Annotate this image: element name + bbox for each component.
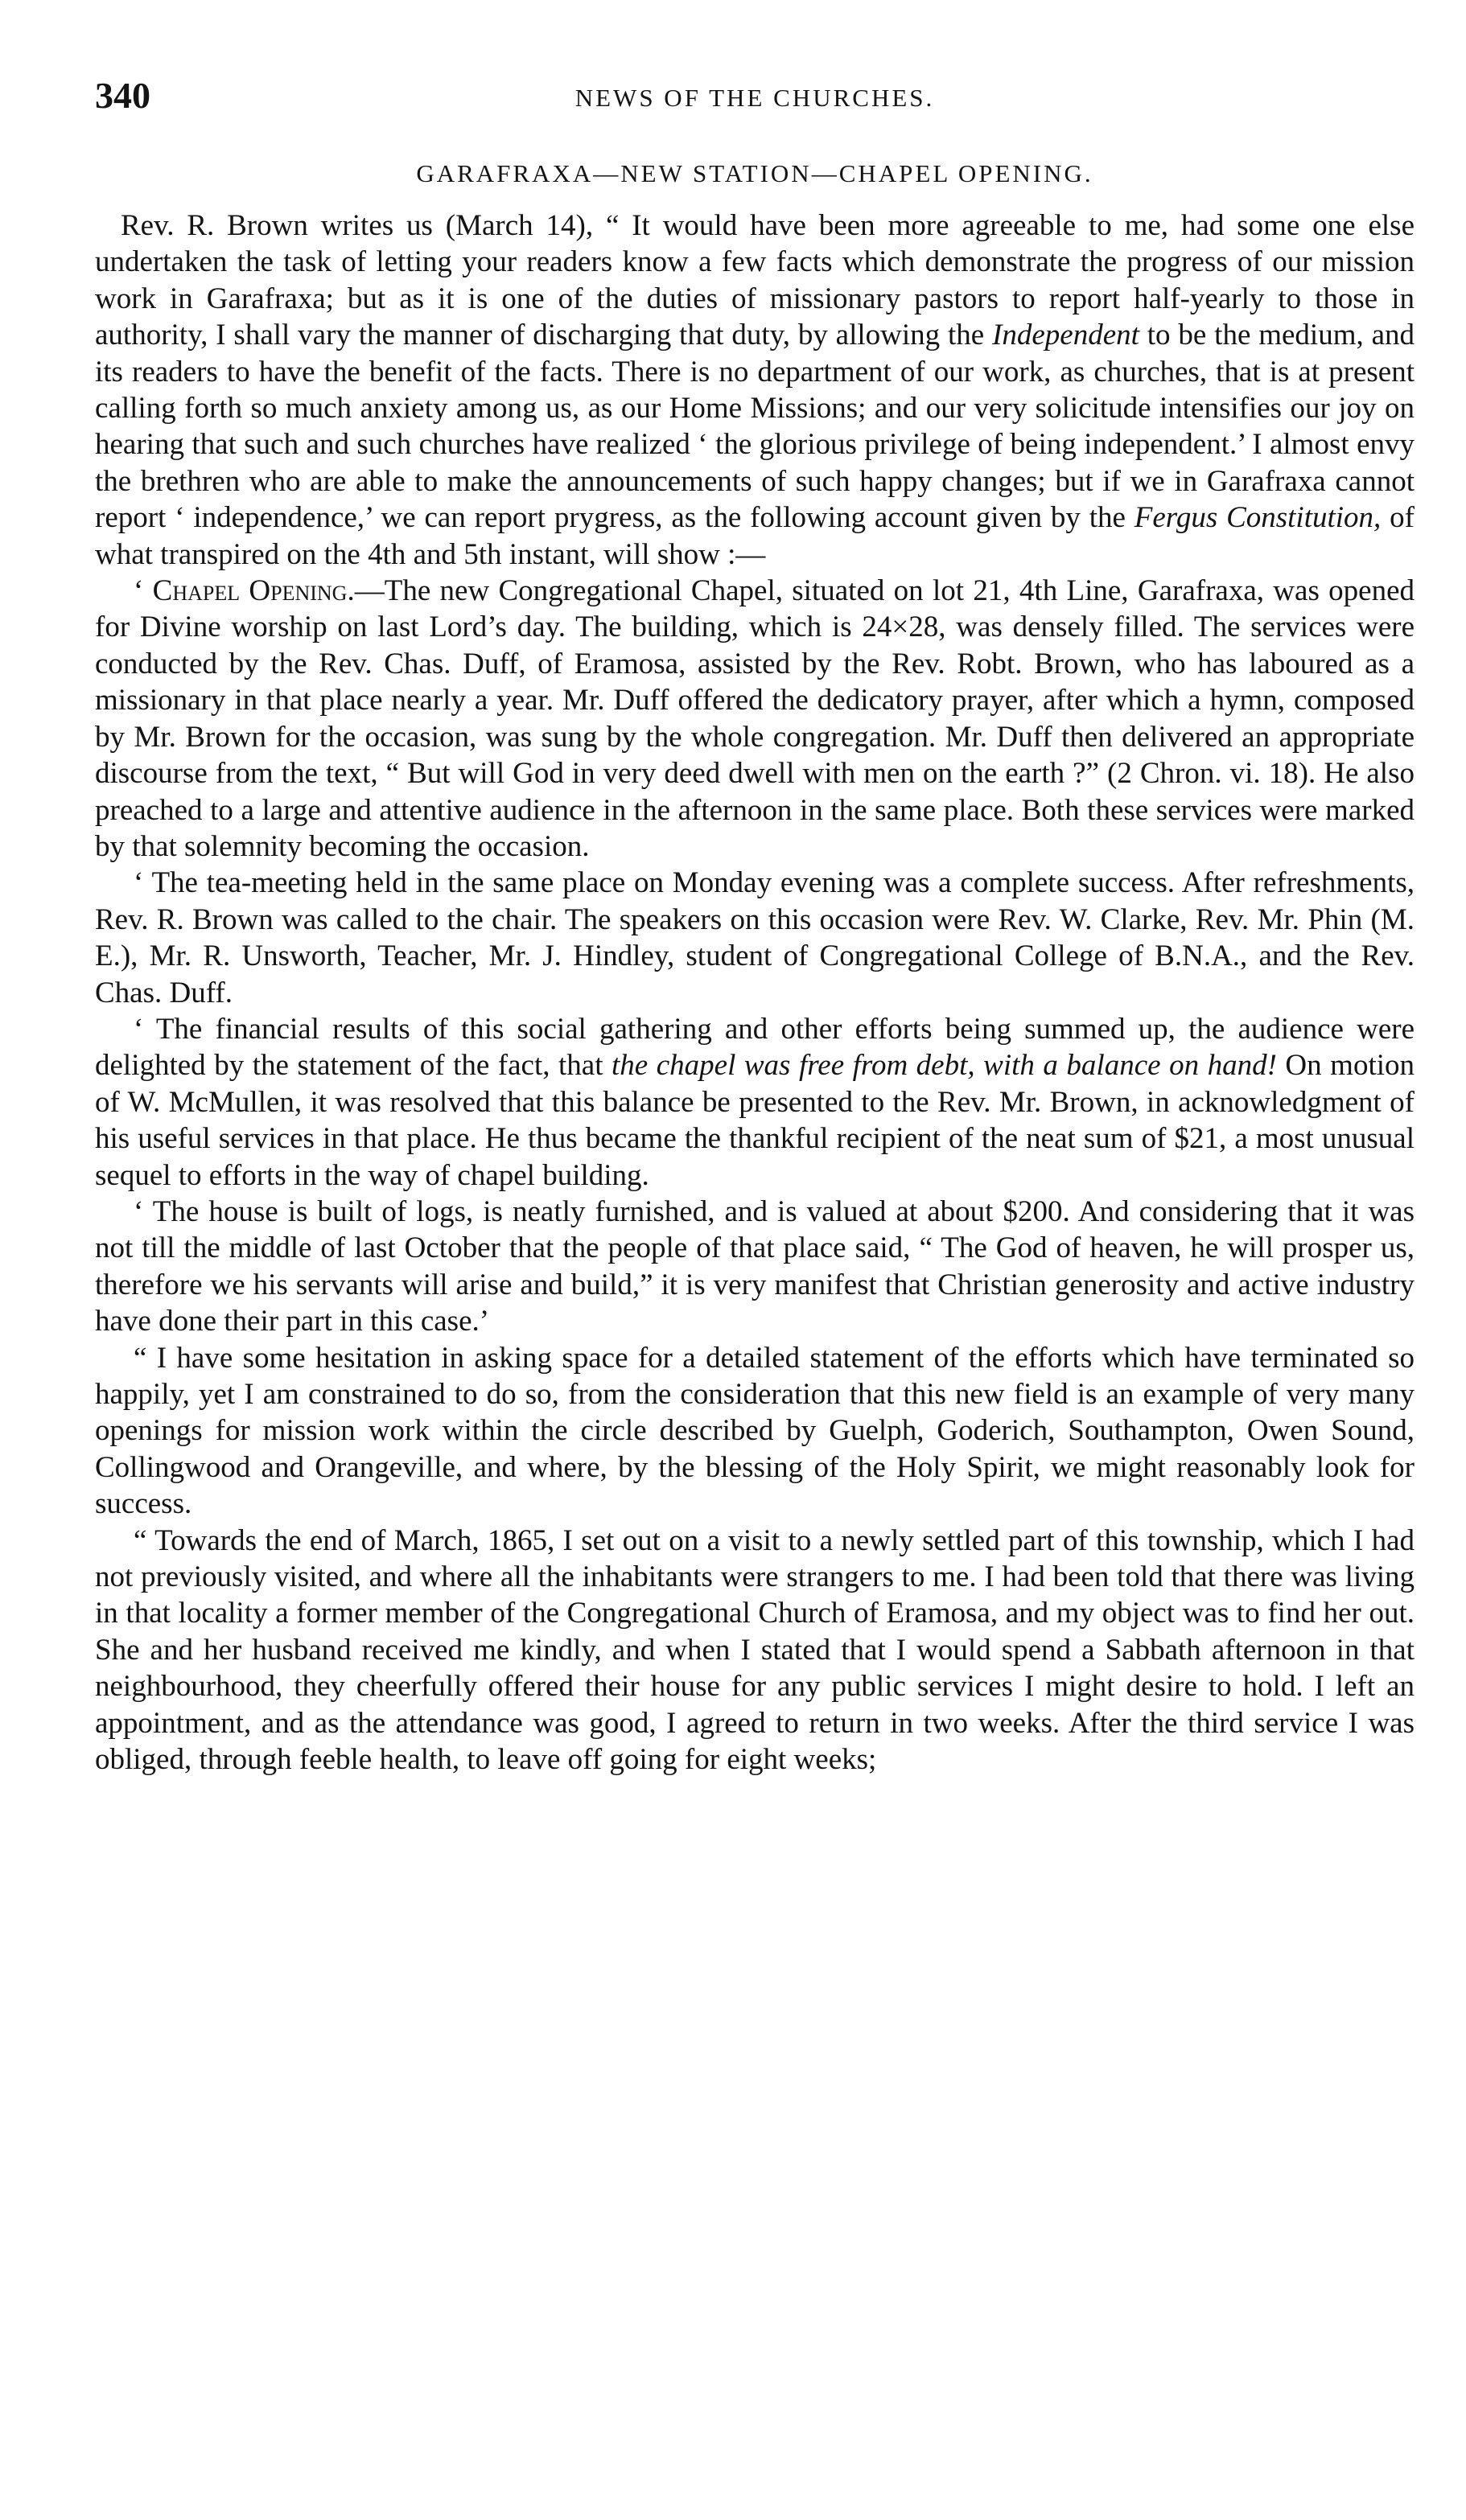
fergus-constitution-title: Fergus Constitution, bbox=[1134, 501, 1382, 535]
paragraph-5: ‘ The house is built of logs, is neatly furnished, and is valued at about $200. And considering that it was not till the middle of last October that the people of that place said, “ The God of heaven, he will prosper us, therefore we his servants will arise and build,” it is very manifest that Christian generosity and active industry have done their part in this case.’ bbox=[95, 1194, 1415, 1338]
paragraph-2-text: —The new Congregational Chapel, situated on lot 21, 4th Line, Garafraxa, was opened for Divine worship on last Lord’s day. The building, which is 24×28, was densely filled. The services were conducted by the Rev. Chas. Duff, of Eramosa, assisted by the Rev. Robt. Brown, who has laboured as a missionary in that place nearly a year. Mr. Duff offered the dedicatory prayer, after which a hymn, composed by Mr. Brown for the occasion, was sung by the whole congregation. Mr. Duff then delivered an appropriate discourse from the text, “ But will God in very deed dwell with men on the earth ?” (2 Chron. vi. 18). He also preached to a large and attentive audience in the afternoon in the same place. Both these services were marked by that solemnity becoming the occasion. bbox=[95, 574, 1415, 863]
paragraph-1-text-c: to be the medium, and its readers to have the benefit of the facts. There is no department of our work, as churches, that is at present calling forth so much anxiety among us, as our Home Missions; and our very solicitude intensifies our joy on hearing that such and such churches have realized ‘ the glorious privilege of being independent.’ I almost envy the brethren who are able to make the announcements of such happy changes; but if we in Garafraxa cannot report ‘ independence,’ we can report prygress, as the following account given by the bbox=[95, 319, 1415, 535]
paragraph-4-text-c: On motion of W. McMullen, it was resolved that this balance be presented to the Rev. Mr. Brown, in acknowledgment of his useful services in that place. He thus became the thankful recipient of the neat sum of $21, a most unusual sequel to efforts in the way of chapel building. bbox=[95, 1049, 1415, 1192]
section-heading: GARAFRAXA—NEW STATION—CHAPEL OPENING. bbox=[416, 159, 1093, 187]
chapel-opening-subhead: Chapel Opening. bbox=[152, 574, 355, 608]
paragraph-4-text-a: ‘ The financial results of this social gathering and other efforts being summed up, the audience were delighted by the statement of the fact, that bbox=[95, 1012, 1415, 1083]
page-number: 340 bbox=[95, 75, 150, 116]
paragraph-1-text-a: Rev. R. Brown writes us (March 14), “ It would have been more agreeable to me, had some one else undertaken the task of letting your readers know a few facts which demonstrate the progress of our mission work in Garafraxa; but as it is one of the duties of missionary pastors to report half-yearly to those in authority, I shall vary the manner of discharging that duty, by allowing the bbox=[95, 209, 1415, 352]
paragraph-2 bbox=[95, 573, 1415, 865]
paragraph-6: “ I have some hesitation in asking space for a detailed statement of the efforts which have terminated so happily, yet I am constrained to do so, from the consideration that this new field is an example of very many openings for mission work within the circle described by Guelph, Goderich, Southampton, Owen Sound, Collingwood and Orangeville, and where, by the blessing of the Holy Spirit, we might reasonably look for success. bbox=[95, 1341, 1415, 1521]
paragraph-4 bbox=[95, 1011, 1415, 1194]
paragraph-1 bbox=[95, 208, 1415, 573]
paragraph-3: ‘ The tea-meeting held in the same place on Monday evening was a complete success. After refreshments, Rev. R. Brown was called to the chair. The speakers on this occasion were Rev. W. Clarke, Rev. Mr. Phin (M. E.), Mr. R. Unsworth, Teacher, Mr. J. Hindley, student of Congregational College of B.N.A., and the Rev. Chas. Duff. bbox=[95, 866, 1415, 1009]
paragraph-2-quote-mark: ‘ bbox=[134, 574, 153, 608]
independent-title: Independent bbox=[992, 319, 1139, 352]
paragraph-7: “ Towards the end of March, 1865, I set out on a visit to a newly settled part of this township, which I had not previously visited, and where all the inhabitants were strangers to me. I had been told that there was living in that locality a former member of the Congregational Church of Eramosa, and my object was to find her out. She and her husband received me kindly, and when I stated that I would spend a Sabbath afternoon in that neighbourhood, they cheerfully offered their house for any public services I might desire to hold. I left an appointment, and as the attendance was good, I agreed to return in two weeks. After the third service I was obliged, through feeble health, to leave off going for eight weeks; bbox=[95, 1523, 1415, 1777]
page bbox=[95, 74, 1415, 1778]
paragraph-1-text-e: of what transpired on the 4th and 5th instant, will show :— bbox=[95, 501, 1415, 571]
running-head bbox=[95, 74, 1415, 138]
debt-free-emphasis: the chapel was free from debt, with a balance on hand! bbox=[612, 1049, 1277, 1083]
article-body bbox=[95, 208, 1415, 1778]
running-title: NEWS OF THE CHURCHES. bbox=[574, 84, 935, 112]
